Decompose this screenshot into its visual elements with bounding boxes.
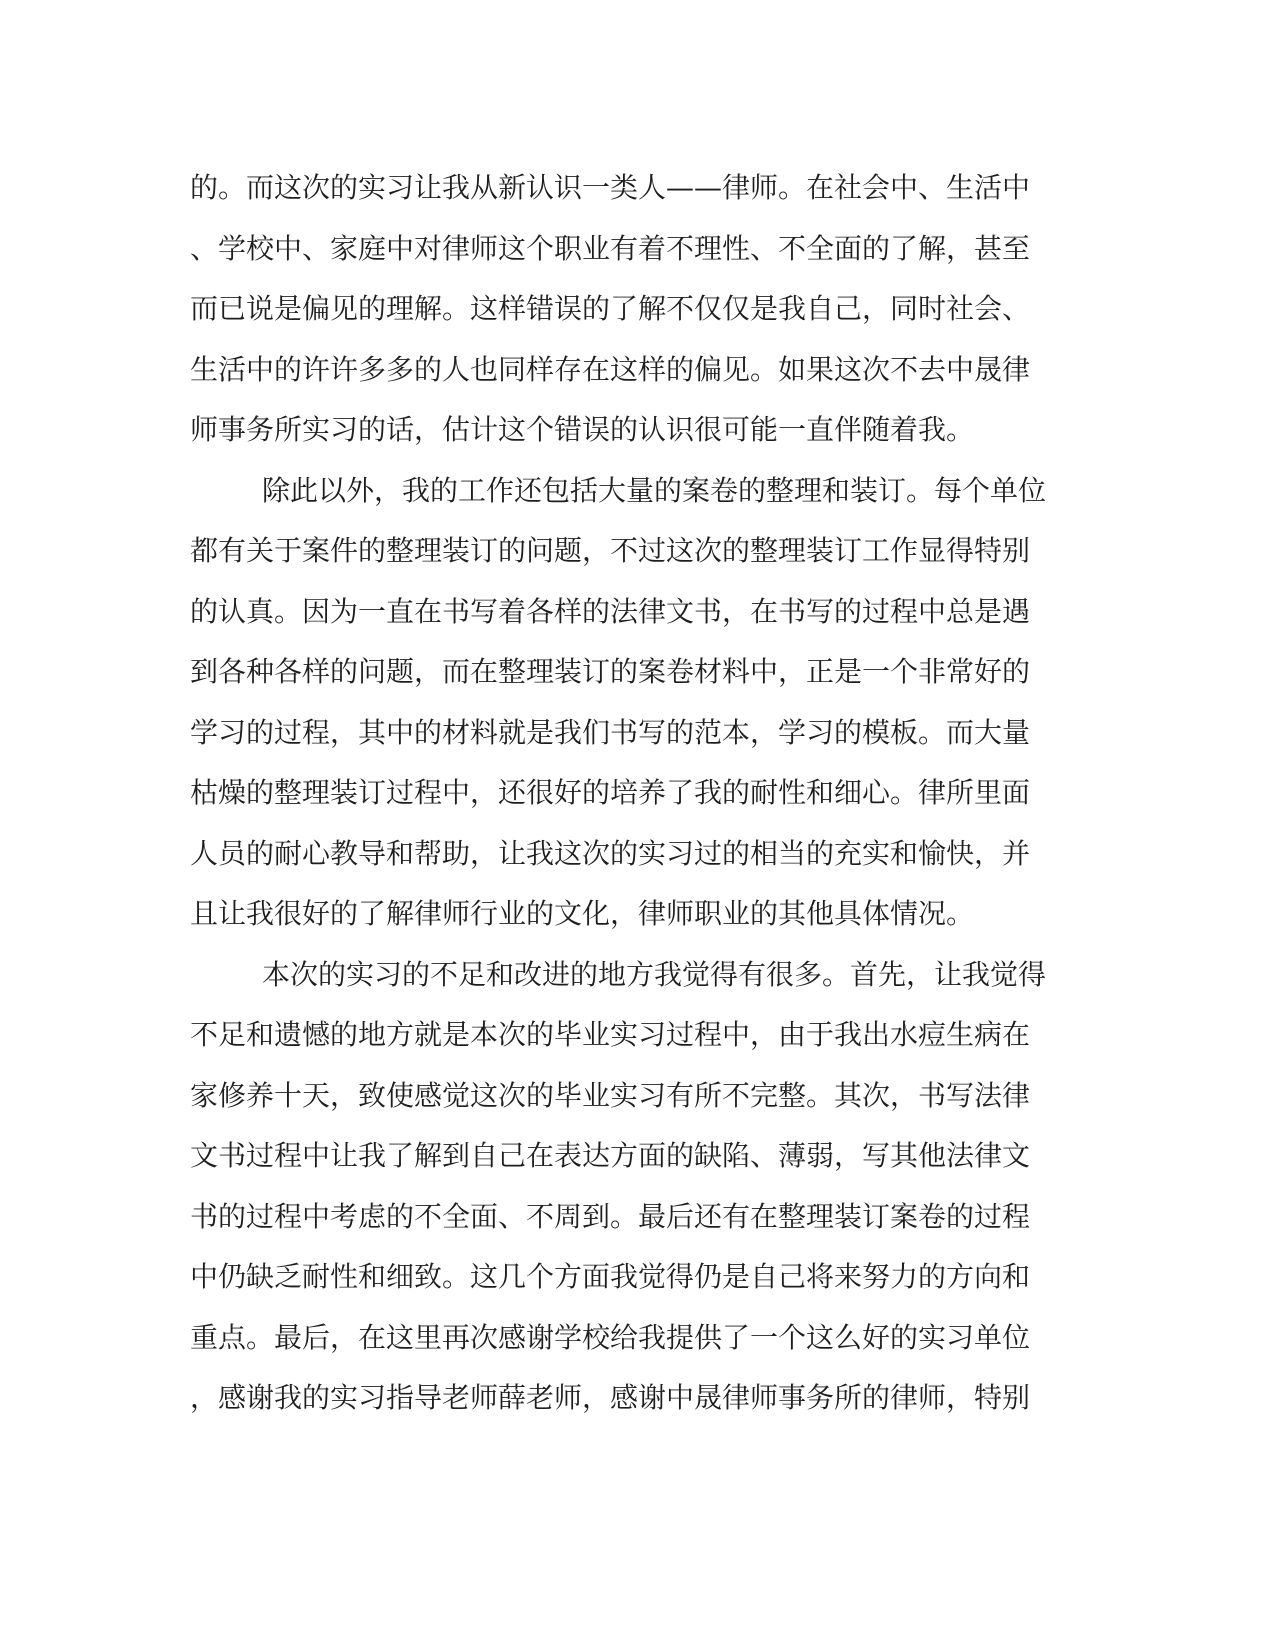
text-line: 人员的耐心教导和帮助，让我这次的实习过的相当的充实和愉快，并 xyxy=(190,836,1031,870)
text-line: 家修养十天，致使感觉这次的毕业实习有所不完整。其次，书写法律 xyxy=(190,1078,1031,1112)
text-line: 而已说是偏见的理解。这样错误的了解不仅仅是我自己，同时社会、 xyxy=(190,292,1031,325)
text-line: 枯燥的整理装订过程中，还很好的培养了我的耐性和细心。律所里面 xyxy=(190,776,1031,809)
text-line: 、学校中、家庭中对律师这个职业有着不理性、不全面的了解，甚至 xyxy=(190,231,1031,265)
text-line: 学习的过程，其中的材料就是我们书写的范本，学习的模板。而大量 xyxy=(190,715,1031,749)
text-line: 师事务所实习的话，估计这个错误的认识很可能一直伴随着我。 xyxy=(190,413,975,446)
text-line: 都有关于案件的整理装订的问题，不过这次的整理装订工作显得特别 xyxy=(190,534,1031,567)
text-line: 中仍缺乏耐性和细致。这几个方面我觉得仍是自己将来努力的方向和 xyxy=(190,1260,1031,1293)
text-line: 的。而这次的实习让我从新认识一类人——律师。在社会中、生活中 xyxy=(190,171,1031,204)
text-line: ，感谢我的实习指导老师薛老师，感谢中晟律师事务所的律师，特别 xyxy=(190,1381,1031,1414)
text-line: 重点。最后，在这里再次感谢学校给我提供了一个这么好的实习单位 xyxy=(190,1320,1031,1354)
text-line: 文书过程中让我了解到自己在表达方面的缺陷、薄弱，写其他法律文 xyxy=(190,1139,1031,1172)
paragraph-start-line: 除此以外，我的工作还包括大量的案卷的整理和装订。每个单位 xyxy=(262,473,1047,507)
paragraph-start-line: 本次的实习的不足和改进的地方我觉得有很多。首先，让我觉得 xyxy=(262,957,1047,991)
text-line: 书的过程中考虑的不全面、不周到。最后还有在整理装订案卷的过程 xyxy=(190,1199,1031,1233)
text-line: 且让我很好的了解律师行业的文化，律师职业的其他具体情况。 xyxy=(190,897,975,930)
text-line: 生活中的许许多多的人也同样存在这样的偏见。如果这次不去中晟律 xyxy=(190,352,1031,386)
body-text xyxy=(190,158,1080,1429)
text-line: 不足和遗憾的地方就是本次的毕业实习过程中，由于我出水痘生病在 xyxy=(190,1018,1031,1051)
text-line: 的认真。因为一直在书写着各样的法律文书，在书写的过程中总是遇 xyxy=(190,594,1031,628)
text-line: 到各种各样的问题，而在整理装订的案卷材料中，正是一个非常好的 xyxy=(190,655,1031,688)
